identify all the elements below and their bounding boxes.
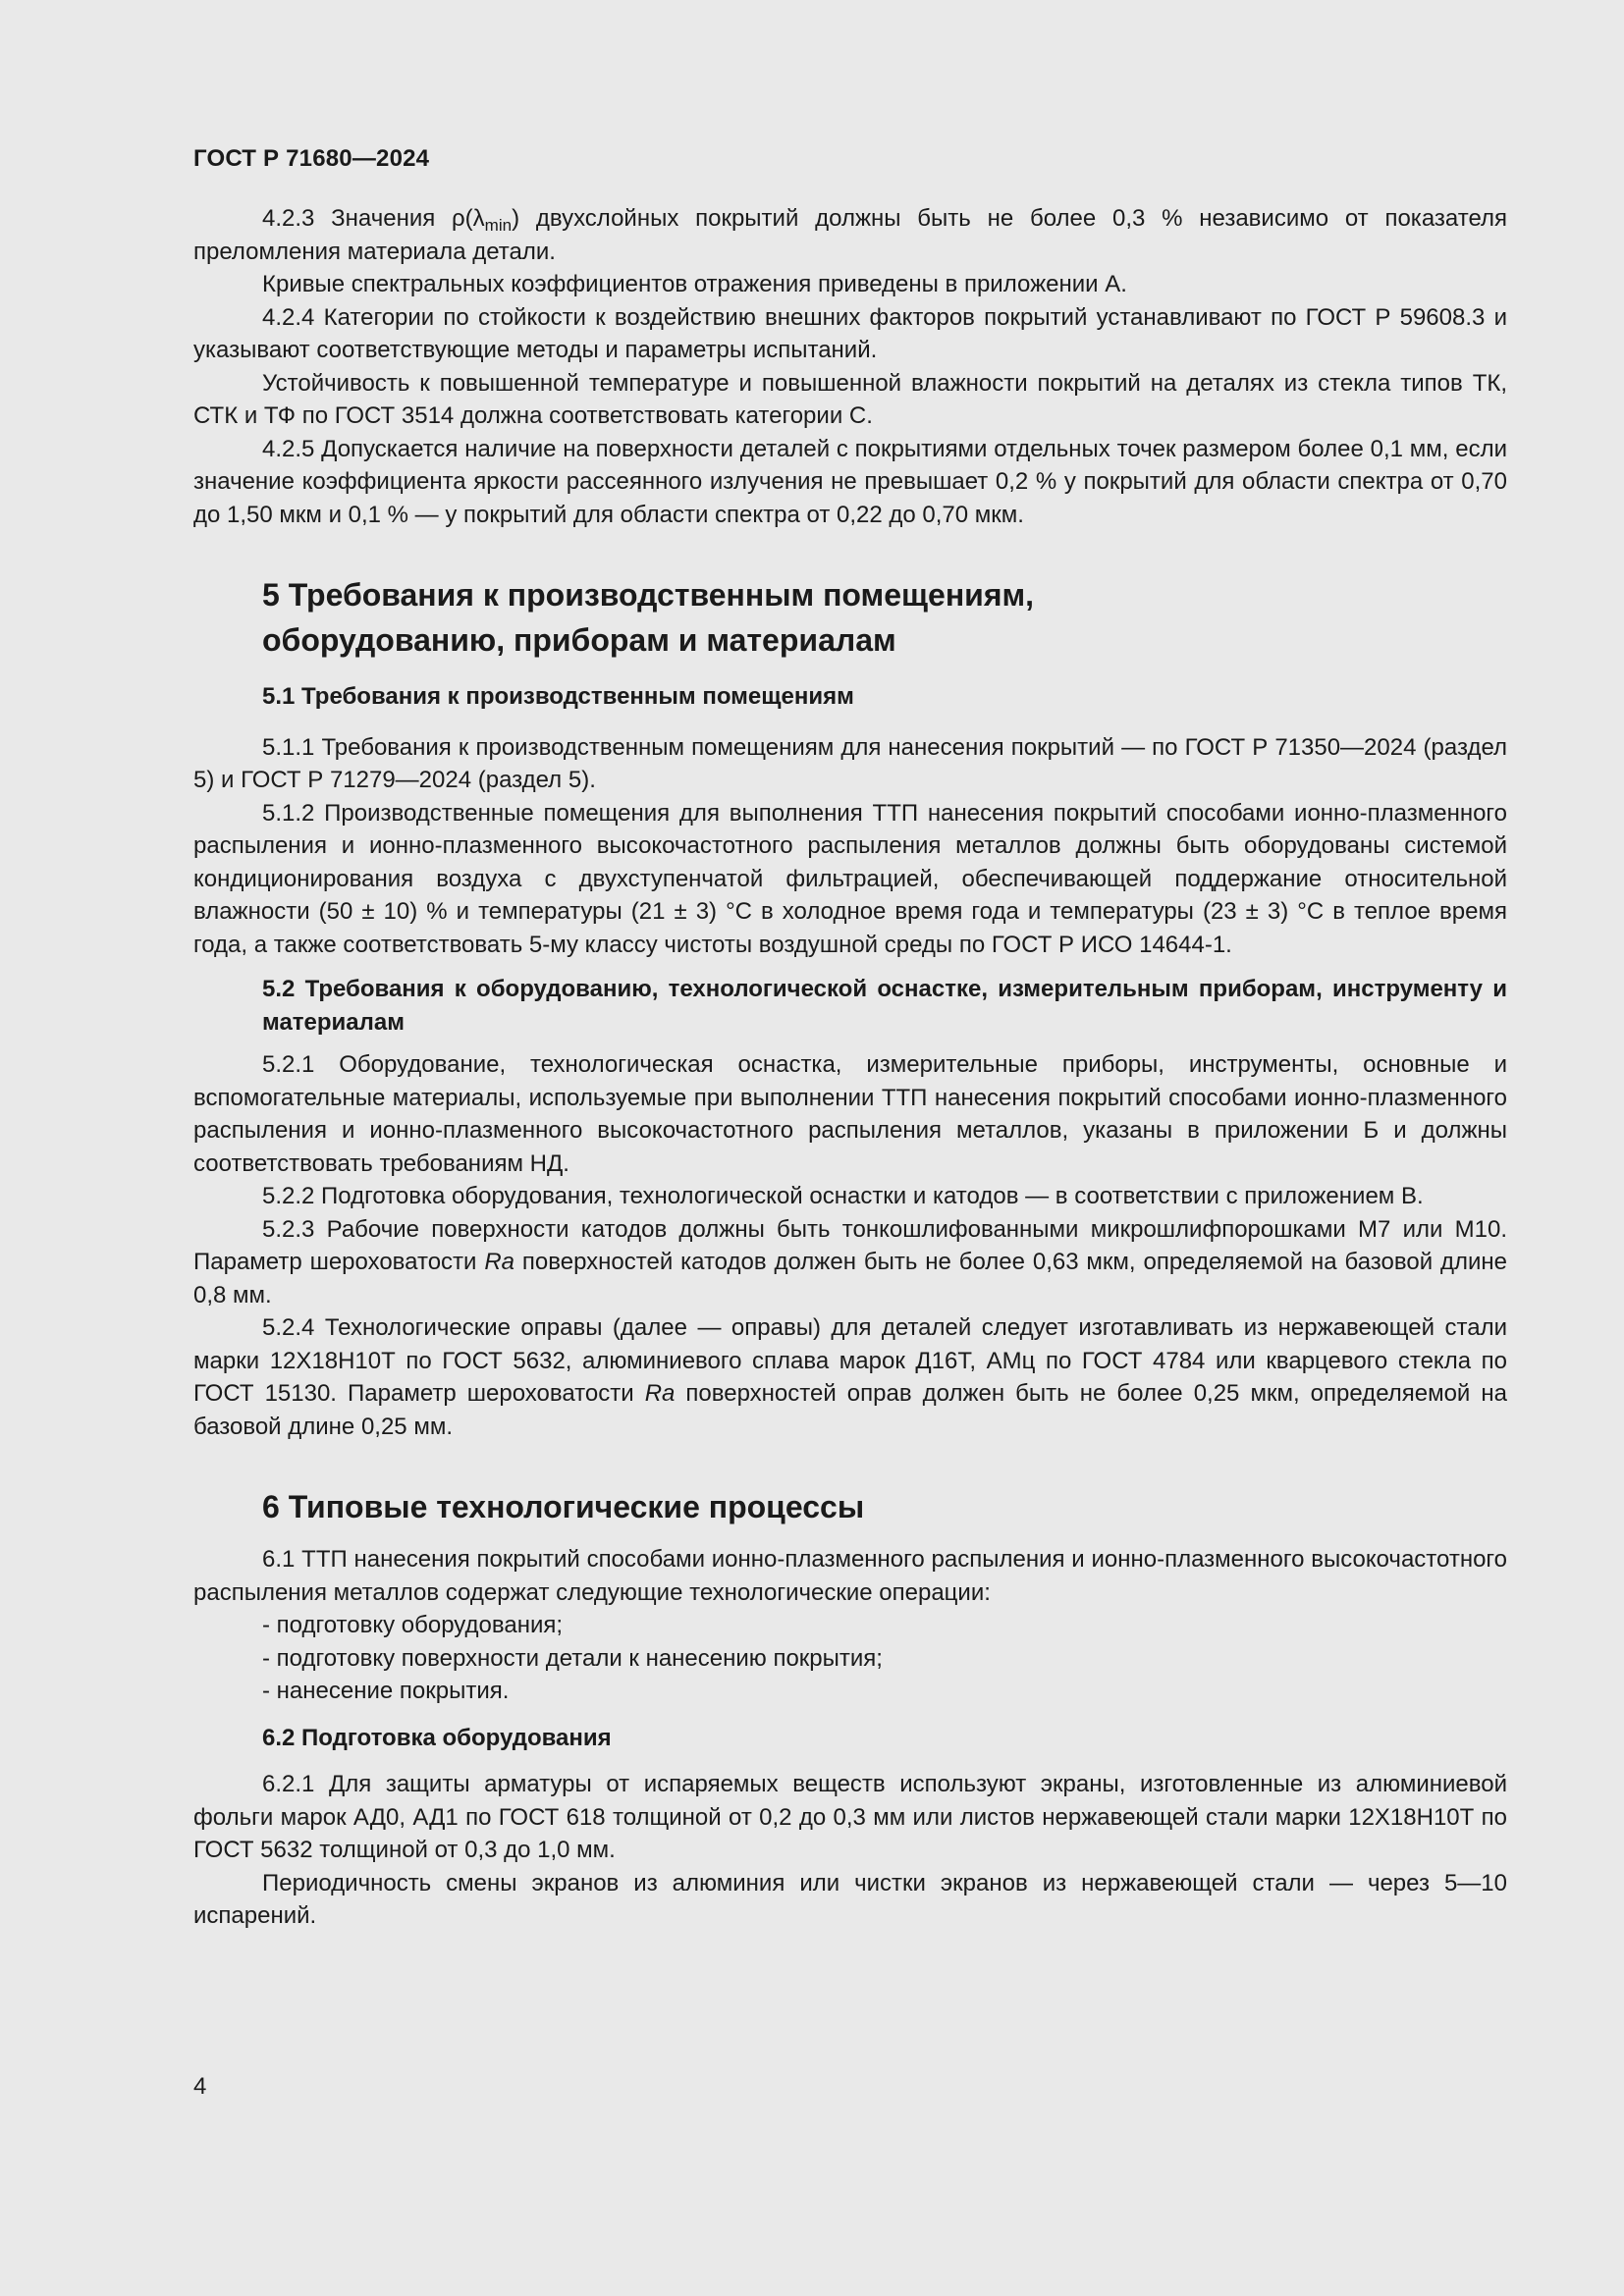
section-5-2-title: 5.2 Требования к оборудованию, технологической оснастке, измерительным приборам, инструменту и материалам xyxy=(262,976,1507,1036)
page-number: 4 xyxy=(193,2073,207,2100)
paragraph-4-2-4-stability: Устойчивость к повышенной температуре и повышенной влажности покрытий на деталях из стекла типов ТК, СТК и ТФ по ГОСТ 3514 должна соответствовать категории С. xyxy=(193,369,1507,429)
standard-code-header: ГОСТ Р 71680—2024 xyxy=(193,145,430,172)
paragraph-5-1-1: 5.1.1 Требования к производственным помещениям для нанесения покрытий — по ГОСТ Р 71350—2024 (раздел 5) и ГОСТ Р 71279—2024 (раздел 5). xyxy=(193,733,1507,793)
paragraph-6-1: 6.1 ТТП нанесения покрытий способами ионно-плазменного распыления и ионно-плазменного высокочастотного распыления металлов содержат следующие технологические операции: xyxy=(193,1546,1507,1606)
paragraph-6-2-1: 6.2.1 Для защиты арматуры от испаряемых веществ используют экраны, изготовленные из алюминиевой фольги марок АД0, АД1 по ГОСТ 618 толщиной от 0,2 до 0,3 мм или листов нержавеющей стали марки 12Х18Н10Т по ГОСТ 5632 толщиной от 0,3 до 1,0 мм. xyxy=(193,1771,1507,1863)
paragraph-4-2-4: 4.2.4 Категории по стойкости к воздействию внешних факторов покрытий устанавливают по ГОСТ Р 59608.3 и указывают соответствующие методы и параметры испытаний. xyxy=(193,303,1507,363)
list-item: - подготовку оборудования; xyxy=(262,1612,564,1638)
paragraph-5-2-1: 5.2.1 Оборудование, технологическая оснастка, измерительные приборы, инструменты, основные и вспомогательные материалы, используемые при выполнении ТТП нанесения покрытий способами ионно-плазменного распыления и ионно-плазменного высокочастотного распыления металлов, указаны в приложении Б и должны соответствовать требованиям НД. xyxy=(193,1051,1507,1177)
paragraph-5-2-4: 5.2.4 Технологические оправы (далее — оправы) для деталей следует изготавливать из нержавеющей стали марки 12Х18Н10Т по ГОСТ 5632, алюминиевого сплава марок Д16Т, АМц по ГОСТ 4784 или кварцевого стекла по ГОСТ 15130. Параметр шероховатости Ra поверхностей оправ должен быть не более 0,25 мкм, определяемой на базовой длине 0,25 мм. xyxy=(193,1314,1507,1440)
paragraph-5-2-2: 5.2.2 Подготовка оборудования, технологической оснастки и катодов — в соответствии с приложением В. xyxy=(262,1183,1424,1209)
list-item: - подготовку поверхности детали к нанесению покрытия; xyxy=(262,1644,883,1672)
document-page xyxy=(193,145,1507,1933)
paragraph-5-2-3: 5.2.3 Рабочие поверхности катодов должны быть тонкошлифованными микрошлифпорошками М7 или М10. Параметр шероховатости Ra поверхностей катодов должен быть не более 0,63 мкм, определяемой на базовой длине 0,8 мм. xyxy=(193,1215,1507,1308)
paragraph-4-2-3: 4.2.3 Значения $\rho(\lambda_{min})$ двухслойных покрытий должны быть не более 0,3 % независимо от показателя преломления материала детали. xyxy=(193,205,1507,265)
section-6-title: 6 Типовые технологические процессы xyxy=(262,1489,865,1524)
list-item: - нанесение покрытия. xyxy=(262,1678,510,1704)
paragraph-4-2-3-curves: Кривые спектральных коэффициентов отражения приведены в приложении А. xyxy=(262,271,1127,297)
paragraph-5-1-2: 5.1.2 Производственные помещения для выполнения ТТП нанесения покрытий способами ионно-плазменного распыления и ионно-плазменного высокочастотного распыления металлов должны быть оборудованы системой кондиционирования воздуха с двухступенчатой фильтрацией, обеспечивающей поддержание относительной влажности (50 ± 10) % и температуры (21 ± 3) °С в холодное время года и температуры (23 ± 3) °С в теплое время года, а также соответствовать 5-му классу чистоты воздушной среды по ГОСТ Р ИСО 14644-1. xyxy=(193,799,1507,958)
paragraph-4-2-5: 4.2.5 Допускается наличие на поверхности деталей с покрытиями отдельных точек размером более 0,1 мм, если значение коэффициента яркости рассеянного излучения не превышает 0,2 % у покрытий для области спектра от 0,70 до 1,50 мкм и 0,1 % — у покрытий для области спектра от 0,22 до 0,70 мкм. xyxy=(193,435,1507,528)
section-5-title: 5 Требования к производственным помещениям, оборудованию, приборам и материалам xyxy=(262,577,1035,658)
section-5-1-title: 5.1 Требования к производственным помещениям xyxy=(262,683,854,710)
section-6-2-title: 6.2 Подготовка оборудования xyxy=(262,1724,612,1751)
paragraph-6-2-1-periodicity: Периодичность смены экранов из алюминия или чистки экранов из нержавеющей стали — через 5—10 испарений. xyxy=(193,1869,1507,1929)
